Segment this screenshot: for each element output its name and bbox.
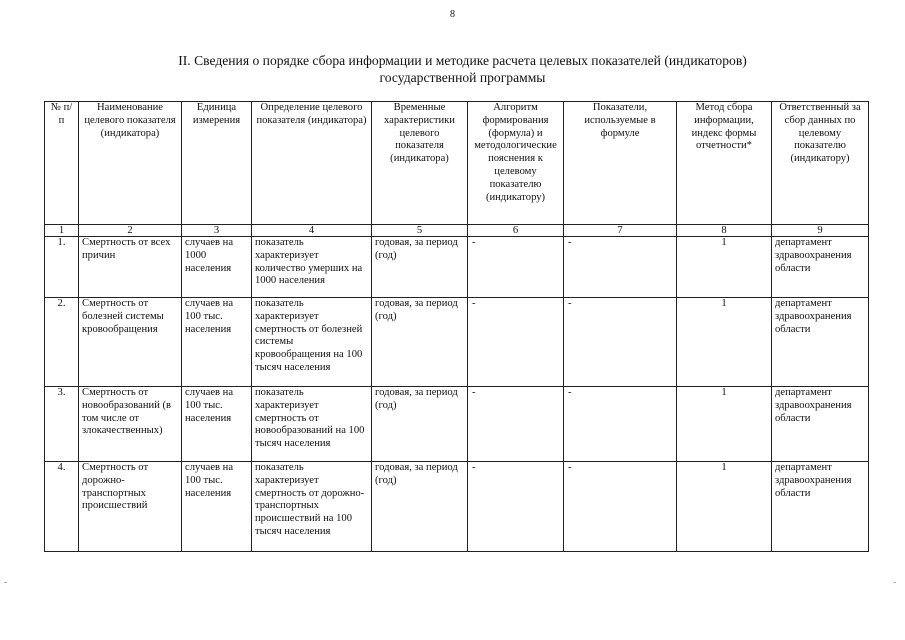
indicator-time: годовая, за период (год) [372, 237, 468, 298]
header-cell: Метод сбора информации, индекс формы отчетности* [677, 102, 772, 225]
table-row [45, 237, 869, 298]
column-number: 8 [677, 225, 772, 237]
indicator-method: 1 [677, 387, 772, 462]
indicator-responsible: департамент здравоохранения области [772, 462, 869, 552]
page-number: 8 [450, 9, 455, 20]
column-number: 6 [468, 225, 564, 237]
indicator-inputs: - [564, 298, 677, 387]
header-cell: № п/п [45, 102, 79, 225]
indicator-algorithm: - [468, 462, 564, 552]
indicator-time: годовая, за период (год) [372, 298, 468, 387]
header-cell: Временные характеристики целевого показателя (индикатора) [372, 102, 468, 225]
row-number: 2. [45, 298, 79, 387]
indicators-table [44, 101, 869, 552]
table-row [45, 462, 869, 552]
indicator-responsible: департамент здравоохранения области [772, 298, 869, 387]
header-cell: Единица измерения [182, 102, 252, 225]
indicator-name: Смертность от всех причин [79, 237, 182, 298]
section-title [80, 52, 845, 86]
indicator-responsible: департамент здравоохранения области [772, 237, 869, 298]
column-number: 7 [564, 225, 677, 237]
column-number-row [45, 225, 869, 237]
indicator-algorithm: - [468, 237, 564, 298]
scan-edge-mark: - [893, 577, 897, 588]
table-row [45, 387, 869, 462]
row-number: 1. [45, 237, 79, 298]
indicator-name: Смертность от болезней системы кровообращения [79, 298, 182, 387]
column-number: 9 [772, 225, 869, 237]
indicator-method: 1 [677, 237, 772, 298]
row-number: 4. [45, 462, 79, 552]
indicator-definition: показатель характеризует количество умерших на 1000 населения [252, 237, 372, 298]
indicator-inputs: - [564, 387, 677, 462]
indicator-inputs: - [564, 462, 677, 552]
header-cell: Ответственный за сбор данных по целевому показателю (индикатору) [772, 102, 869, 225]
column-number: 5 [372, 225, 468, 237]
indicator-unit: случаев на 100 тыс. населения [182, 387, 252, 462]
indicator-time: годовая, за период (год) [372, 387, 468, 462]
row-number: 3. [45, 387, 79, 462]
indicator-name: Смертность от новообразований (в том числе от злокачественных) [79, 387, 182, 462]
indicator-unit: случаев на 1000 населения [182, 237, 252, 298]
indicator-name: Смертность от дорожно-транспортных происшествий [79, 462, 182, 552]
column-number: 1 [45, 225, 79, 237]
table-row [45, 298, 869, 387]
column-number: 3 [182, 225, 252, 237]
column-number: 2 [79, 225, 182, 237]
indicator-method: 1 [677, 462, 772, 552]
section-title-line-2: государственной программы [379, 70, 546, 85]
table-header-row [45, 102, 869, 225]
scan-edge-mark: - [4, 577, 8, 588]
indicator-unit: случаев на 100 тыс. населения [182, 298, 252, 387]
indicator-definition: показатель характеризует смертность от дорожно-транспортных происшествий на 100 тысяч населения [252, 462, 372, 552]
header-cell: Определение целевого показателя (индикатора) [252, 102, 372, 225]
indicator-algorithm: - [468, 298, 564, 387]
header-cell: Наименование целевого показателя (индикатора) [79, 102, 182, 225]
header-cell: Алгоритм формирования (формула) и методологические пояснения к целевому показателю (индикатору) [468, 102, 564, 225]
indicator-responsible: департамент здравоохранения области [772, 387, 869, 462]
indicator-definition: показатель характеризует смертность от болезней системы кровообращения на 100 тысяч населения [252, 298, 372, 387]
indicator-method: 1 [677, 298, 772, 387]
indicator-definition: показатель характеризует смертность от новообразований на 100 тысяч населения [252, 387, 372, 462]
indicator-time: годовая, за период (год) [372, 462, 468, 552]
indicator-algorithm: - [468, 387, 564, 462]
column-number: 4 [252, 225, 372, 237]
indicator-unit: случаев на 100 тыс. населения [182, 462, 252, 552]
indicator-inputs: - [564, 237, 677, 298]
section-title-line-1: II. Сведения о порядке сбора информации и методике расчета целевых показателей (индикаторов) [178, 53, 747, 68]
header-cell: Показатели, используемые в формуле [564, 102, 677, 225]
